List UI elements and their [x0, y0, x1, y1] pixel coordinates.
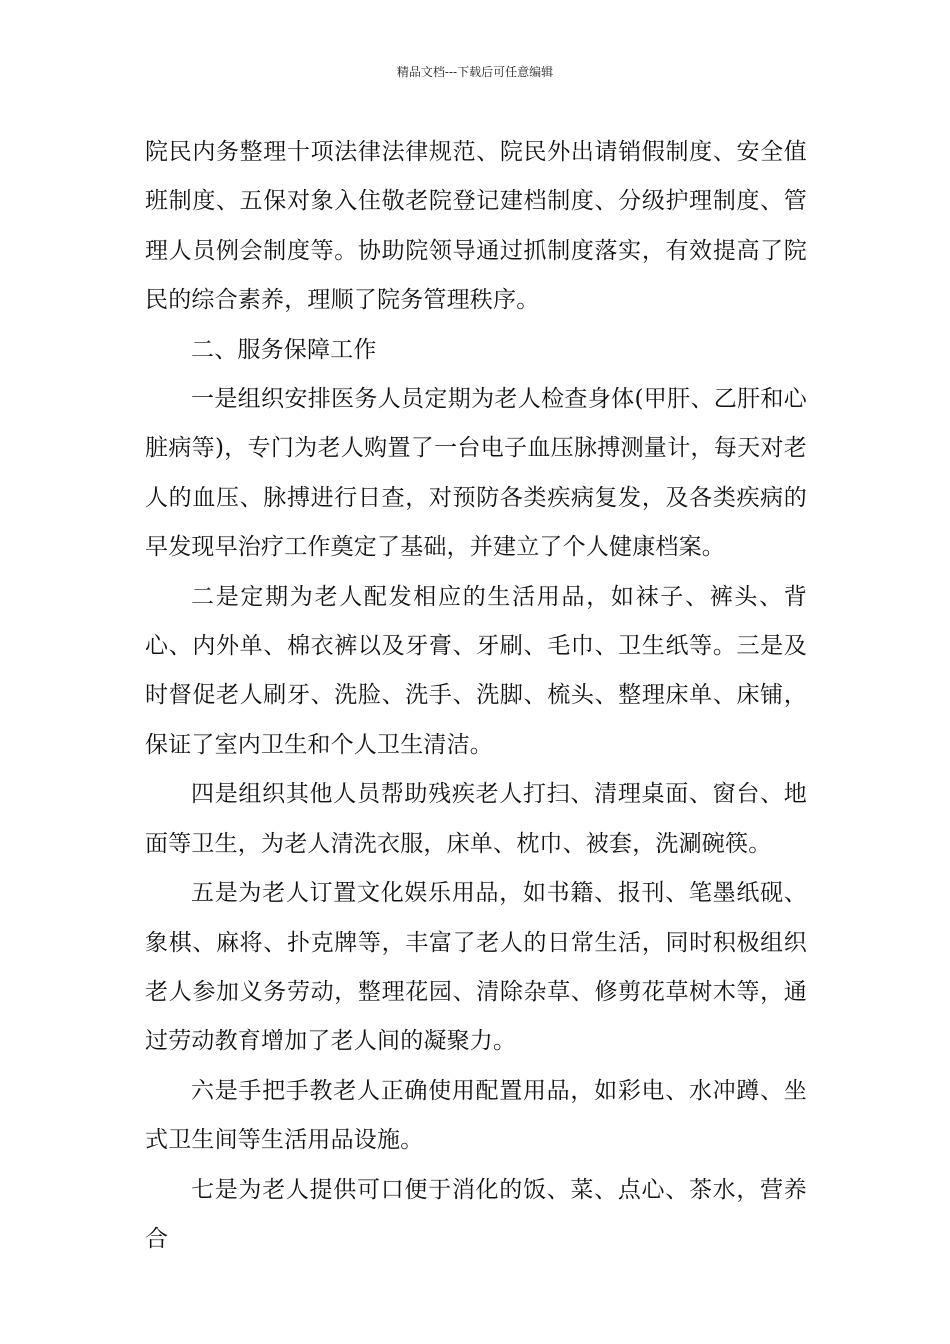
section-heading-service-support: 二、服务保障工作: [191, 336, 377, 363]
page-header: 精品文档---下载后可任意编辑: [396, 65, 554, 79]
paragraph-rules-continued: 院民内务整理十项法律法律规范、院民外出请销假制度、安全值班制度、五保对象入住敬老院登记建档制度、分级护理制度、管理人员例会制度等。协助院领导通过抓制度落实，有效提高了院民的综合素养，理顺了院务管理秩序。: [145, 139, 807, 314]
paragraph-appliance-training: 六是手把手教老人正确使用配置用品，如彩电、水冲蹲、坐式卫生间等生活用品设施。: [145, 1077, 807, 1154]
paragraph-cleaning-help: 四是组织其他人员帮助残疾老人打扫、清理桌面、窗台、地面等卫生，为老人清洗衣服，床单、枕巾、被套，洗涮碗筷。: [145, 781, 807, 857]
paragraph-health-checkups: 一是组织安排医务人员定期为老人检查身体(甲肝、乙肝和心脏病等)，专门为老人购置了一台电子血压脉搏测量计，每天对老人的血压、脉搏进行日查，对预防各类疾病复发，及各类疾病的早发现早治疗工作奠定了基础，并建立了个人健康档案。: [145, 386, 807, 561]
paragraph-daily-supplies: 二是定期为老人配发相应的生活用品，如袜子、裤头、背心、内外单、棉衣裤以及牙膏、牙刷、毛巾、卫生纸等。三是及时督促老人刷牙、洗脸、洗手、洗脚、梳头、整理床单、床铺，保证了室内卫生和个人卫生清洁。: [145, 583, 807, 758]
document-body: [145, 128, 807, 1264]
paragraph-meals: 七是为老人提供可口便于消化的饭、菜、点心、茶水，营养合: [145, 1176, 807, 1252]
paragraph-recreation: 五是为老人订置文化娱乐用品，如书籍、报刊、笔墨纸砚、象棋、麻将、扑克牌等，丰富了老人的日常生活，同时积极组织老人参加义务劳动，整理花园、清除杂草、修剪花草树木等，通过劳动教育增加了老人间的凝聚力。: [145, 880, 807, 1055]
